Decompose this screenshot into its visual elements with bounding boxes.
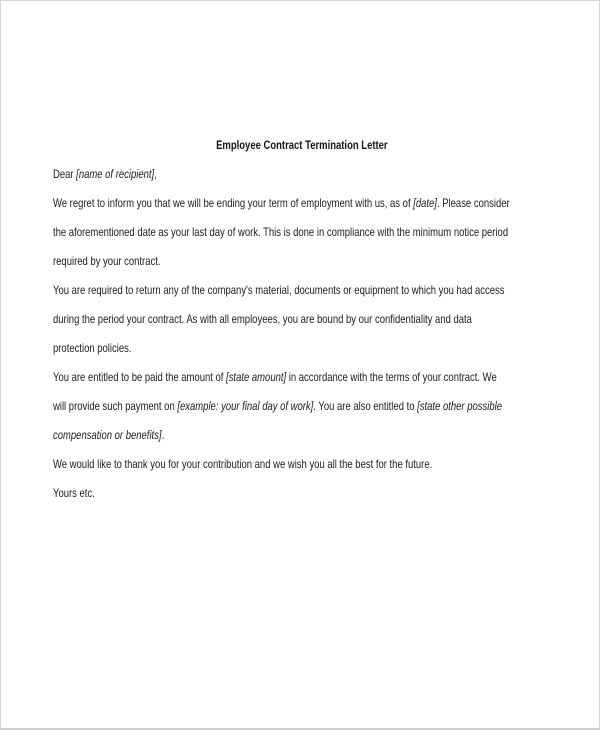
document-title: Employee Contract Termination Letter bbox=[216, 138, 388, 152]
signoff: Yours etc. bbox=[53, 486, 95, 500]
closing-thanks: We would like to thank you for your contribution and we wish you all the best for the future. bbox=[53, 457, 433, 471]
paragraph-return-of-property: You are required to return any of the company's material, documents or equipment to which you had access during the period your contract. As with all employees, you are bound by our confidentiality and data protection policies. bbox=[53, 283, 505, 355]
salutation: Dear [name of recipient], bbox=[53, 167, 157, 181]
letter-body bbox=[53, 1, 551, 508]
paragraph-termination-notice: We regret to inform you that we will be ending your term of employment with us, as of [date]. Please consider the aforementioned date as your last day of work. This is done in compliance with the minimum notice period required by your contract. bbox=[53, 196, 510, 268]
paragraph-payment-entitlement: You are entitled to be paid the amount of [state amount] in accordance with the terms of your contract. We will provide such payment on [example: your final day of work]. You are also entitled to [state other possible compensation or benefits]. bbox=[53, 370, 502, 442]
